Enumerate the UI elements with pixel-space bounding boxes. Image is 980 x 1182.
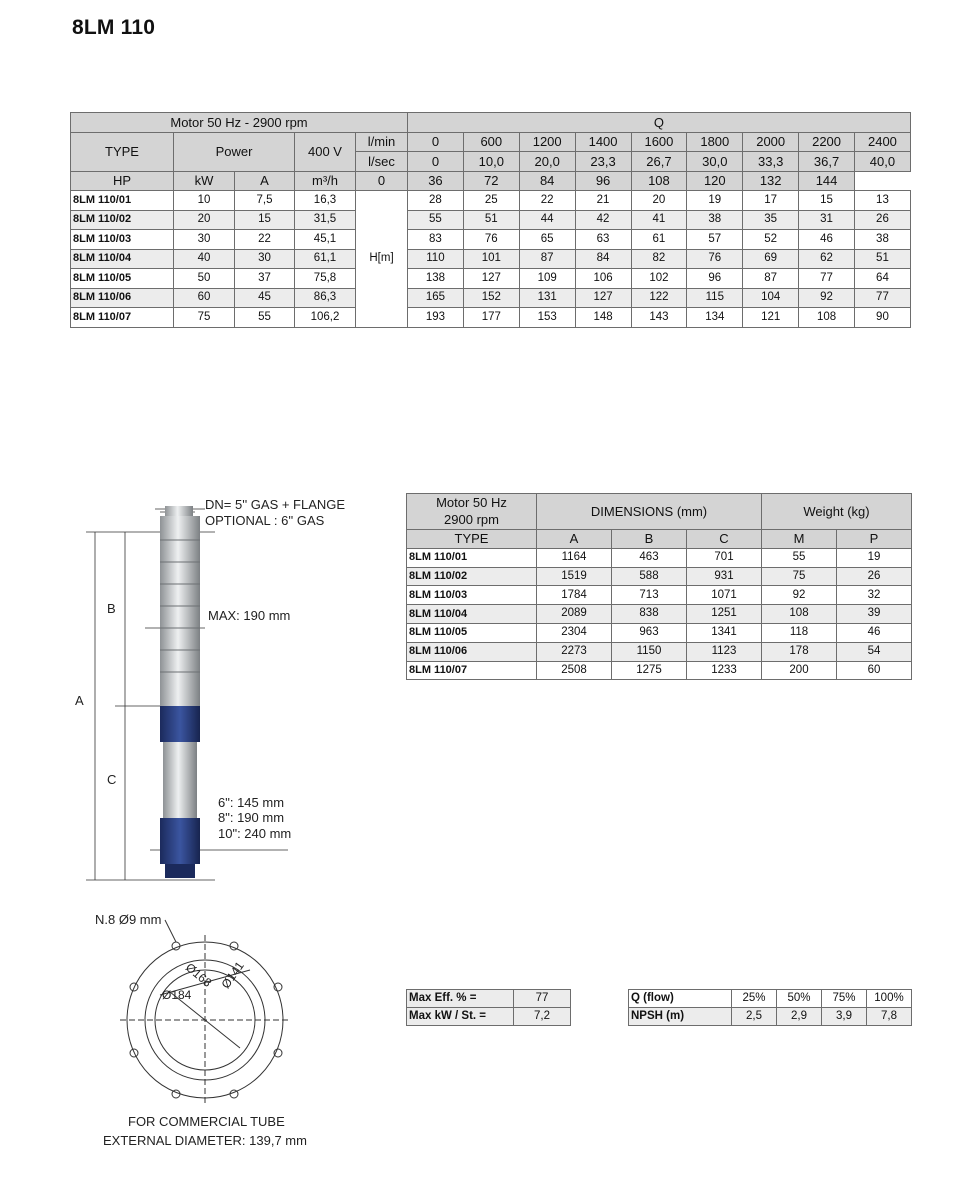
npsh-label: NPSH (m) (629, 1008, 732, 1026)
dim-p-cell: 54 (837, 642, 912, 661)
npsh-value: 2,5 (732, 1008, 777, 1026)
dim-c-cell: 1233 (687, 661, 762, 680)
hp-cell: 30 (174, 230, 235, 250)
head-cell: 153 (519, 308, 575, 328)
tube-caption-1: FOR COMMERCIAL TUBE (128, 1114, 285, 1129)
head-cell: 127 (575, 288, 631, 308)
kw-cell: 37 (235, 269, 295, 289)
dim-col-c: C (687, 530, 762, 549)
flow-lsec: 10,0 (463, 152, 519, 172)
head-cell: 69 (743, 249, 799, 269)
flow-lsec: 0 (408, 152, 464, 172)
kw-cell: 45 (235, 288, 295, 308)
head-cell: 102 (631, 269, 687, 289)
table-row (407, 623, 912, 642)
head-cell: 152 (463, 288, 519, 308)
dim-b-cell: 463 (612, 548, 687, 567)
head-cell: 44 (519, 210, 575, 230)
flow-lmin: 1800 (687, 132, 743, 152)
q-flow-value: 25% (732, 990, 777, 1008)
head-unit-cell: H[m] (356, 191, 408, 328)
dim-b-cell: 588 (612, 567, 687, 586)
head-cell: 35 (743, 210, 799, 230)
performance-rows (71, 191, 911, 328)
head-cell: 55 (408, 210, 464, 230)
dim-a-cell: 1164 (537, 548, 612, 567)
head-cell: 76 (463, 230, 519, 250)
dim-m-cell: 55 (762, 548, 837, 567)
dia-141-label: Ø141 (218, 958, 247, 992)
head-cell: 38 (855, 230, 911, 250)
head-cell: 127 (463, 269, 519, 289)
table-row (71, 269, 911, 289)
head-cell: 28 (408, 191, 464, 211)
head-cell: 87 (519, 249, 575, 269)
dim-weight-header: Weight (kg) (762, 494, 912, 530)
dimensions-rows (407, 548, 912, 680)
dim-m-cell: 75 (762, 567, 837, 586)
dn-label: DN= 5'' GAS + FLANGE (205, 497, 346, 512)
unit-m3h: m³/h (295, 171, 356, 191)
head-cell: 106 (575, 269, 631, 289)
head-cell: 82 (631, 249, 687, 269)
head-cell: 38 (687, 210, 743, 230)
hp-cell: 20 (174, 210, 235, 230)
head-cell: 25 (463, 191, 519, 211)
flow-lmin: 0 (408, 132, 464, 152)
q-flow-value: 75% (822, 990, 867, 1008)
flow-lmin: 1600 (631, 132, 687, 152)
head-cell: 92 (799, 288, 855, 308)
amp-cell: 16,3 (295, 191, 356, 211)
label-b: B (107, 601, 116, 616)
dim-m-cell: 118 (762, 623, 837, 642)
q-flow-value: 50% (777, 990, 822, 1008)
kw-header: kW (174, 171, 235, 191)
flow-m3h: 132 (743, 171, 799, 191)
dim-p-cell: 32 (837, 586, 912, 605)
table-row (407, 548, 912, 567)
flow-lmin: 1200 (519, 132, 575, 152)
dim-c-cell: 701 (687, 548, 762, 567)
head-cell: 143 (631, 308, 687, 328)
type-cell: 8LM 110/06 (407, 642, 537, 661)
dim-c-cell: 1251 (687, 605, 762, 624)
head-cell: 131 (519, 288, 575, 308)
max-kw-value: 7,2 (514, 1008, 571, 1026)
head-cell: 63 (575, 230, 631, 250)
head-cell: 52 (743, 230, 799, 250)
dim-p-cell: 39 (837, 605, 912, 624)
npsh-value: 2,9 (777, 1008, 822, 1026)
type-cell: 8LM 110/05 (71, 269, 174, 289)
performance-table (70, 112, 911, 328)
head-cell: 20 (631, 191, 687, 211)
head-cell: 138 (408, 269, 464, 289)
table-row (71, 308, 911, 328)
motor-size-10: 10": 240 mm (218, 826, 292, 841)
type-cell: 8LM 110/06 (71, 288, 174, 308)
head-cell: 31 (799, 210, 855, 230)
max-eff-value: 77 (514, 990, 571, 1008)
pump-body (160, 506, 200, 878)
dim-c-cell: 1341 (687, 623, 762, 642)
head-cell: 115 (687, 288, 743, 308)
dim-c-cell: 931 (687, 567, 762, 586)
head-cell: 17 (743, 191, 799, 211)
flange-plan (120, 920, 290, 1105)
amp-cell: 106,2 (295, 308, 356, 328)
type-cell: 8LM 110/01 (71, 191, 174, 211)
type-cell: 8LM 110/05 (407, 623, 537, 642)
head-cell: 42 (575, 210, 631, 230)
dim-a-cell: 2273 (537, 642, 612, 661)
head-cell: 96 (687, 269, 743, 289)
table-row (71, 230, 911, 250)
dim-m-cell: 92 (762, 586, 837, 605)
head-cell: 15 (799, 191, 855, 211)
motor-header: Motor 50 Hz - 2900 rpm (71, 113, 408, 133)
kw-cell: 7,5 (235, 191, 295, 211)
type-header: TYPE (71, 132, 174, 171)
dim-p-cell: 26 (837, 567, 912, 586)
head-cell: 101 (463, 249, 519, 269)
table-row (407, 586, 912, 605)
head-cell: 104 (743, 288, 799, 308)
unit-lmin: l/min (356, 132, 408, 152)
amp-cell: 61,1 (295, 249, 356, 269)
head-cell: 76 (687, 249, 743, 269)
dim-b-cell: 1150 (612, 642, 687, 661)
dia-168-label: Ø168 (182, 960, 215, 990)
type-cell: 8LM 110/01 (407, 548, 537, 567)
head-cell: 109 (519, 269, 575, 289)
head-cell: 83 (408, 230, 464, 250)
head-cell: 22 (519, 191, 575, 211)
dim-a-cell: 2304 (537, 623, 612, 642)
amp-cell: 31,5 (295, 210, 356, 230)
flow-lsec: 33,3 (743, 152, 799, 172)
head-cell: 51 (463, 210, 519, 230)
motor-size-8: 8": 190 mm (218, 810, 285, 825)
head-cell: 21 (575, 191, 631, 211)
flow-m3h: 72 (463, 171, 519, 191)
dim-col-m: M (762, 530, 837, 549)
amp-cell: 45,1 (295, 230, 356, 250)
dim-col-type: TYPE (407, 530, 537, 549)
head-cell: 177 (463, 308, 519, 328)
table-row (407, 567, 912, 586)
amp-cell: 75,8 (295, 269, 356, 289)
dim-b-cell: 713 (612, 586, 687, 605)
tube-caption-2: EXTERNAL DIAMETER: 139,7 mm (103, 1133, 307, 1148)
head-cell: 64 (855, 269, 911, 289)
kw-cell: 30 (235, 249, 295, 269)
dim-b-cell: 838 (612, 605, 687, 624)
dim-c-cell: 1123 (687, 642, 762, 661)
flow-lmin: 2400 (855, 132, 911, 152)
type-cell: 8LM 110/02 (71, 210, 174, 230)
head-cell: 110 (408, 249, 464, 269)
flow-m3h: 36 (408, 171, 464, 191)
max-kw-label: Max kW / St. = (407, 1008, 514, 1026)
amp-cell: 86,3 (295, 288, 356, 308)
hp-header: HP (71, 171, 174, 191)
flow-lsec: 40,0 (855, 152, 911, 172)
head-cell: 51 (855, 249, 911, 269)
dim-a-cell: 1519 (537, 567, 612, 586)
table-row (407, 642, 912, 661)
voltage-header: 400 V (295, 132, 356, 171)
npsh-table (628, 989, 912, 1026)
dim-p-cell: 19 (837, 548, 912, 567)
head-cell: 87 (743, 269, 799, 289)
label-c: C (107, 772, 117, 787)
dia-184-label: Ø184 (162, 988, 192, 1002)
q-flow-label: Q (flow) (629, 990, 732, 1008)
unit-lsec: l/sec (356, 152, 408, 172)
head-cell: 13 (855, 191, 911, 211)
type-cell: 8LM 110/03 (71, 230, 174, 250)
head-cell: 165 (408, 288, 464, 308)
table-row (71, 288, 911, 308)
dim-m-cell: 200 (762, 661, 837, 680)
head-cell: 108 (799, 308, 855, 328)
pump-drawing (0, 480, 400, 1160)
flow-m3h: 0 (356, 171, 408, 191)
head-cell: 77 (855, 288, 911, 308)
head-cell: 84 (575, 249, 631, 269)
type-cell: 8LM 110/07 (71, 308, 174, 328)
flow-lsec: 30,0 (687, 152, 743, 172)
dim-col-b: B (612, 530, 687, 549)
dim-m-cell: 178 (762, 642, 837, 661)
dim-col-a: A (537, 530, 612, 549)
flow-lmin: 2200 (799, 132, 855, 152)
motor-size-6: 6": 145 mm (218, 795, 285, 810)
table-row (71, 191, 911, 211)
type-cell: 8LM 110/04 (407, 605, 537, 624)
flow-m3h: 108 (631, 171, 687, 191)
kw-cell: 22 (235, 230, 295, 250)
flow-m3h: 120 (687, 171, 743, 191)
page-title: 8LM 110 (72, 16, 156, 39)
dim-m-cell: 108 (762, 605, 837, 624)
flow-lmin: 600 (463, 132, 519, 152)
dim-b-cell: 963 (612, 623, 687, 642)
label-a: A (75, 693, 84, 708)
head-cell: 148 (575, 308, 631, 328)
hp-cell: 75 (174, 308, 235, 328)
head-cell: 62 (799, 249, 855, 269)
hp-cell: 50 (174, 269, 235, 289)
head-cell: 41 (631, 210, 687, 230)
type-cell: 8LM 110/02 (407, 567, 537, 586)
q-flow-value: 100% (867, 990, 912, 1008)
dim-a-cell: 2089 (537, 605, 612, 624)
type-cell: 8LM 110/07 (407, 661, 537, 680)
dim-p-cell: 60 (837, 661, 912, 680)
dim-p-cell: 46 (837, 623, 912, 642)
table-row (71, 210, 911, 230)
power-header: Power (174, 132, 295, 171)
flow-m3h: 96 (575, 171, 631, 191)
head-cell: 134 (687, 308, 743, 328)
hp-cell: 10 (174, 191, 235, 211)
flow-m3h: 84 (519, 171, 575, 191)
head-cell: 77 (799, 269, 855, 289)
head-cell: 193 (408, 308, 464, 328)
head-cell: 57 (687, 230, 743, 250)
hp-cell: 60 (174, 288, 235, 308)
dim-a-cell: 2508 (537, 661, 612, 680)
max-diameter-label: MAX: 190 mm (208, 608, 291, 623)
npsh-value: 3,9 (822, 1008, 867, 1026)
q-header: Q (408, 113, 911, 133)
hp-cell: 40 (174, 249, 235, 269)
type-cell: 8LM 110/03 (407, 586, 537, 605)
head-cell: 61 (631, 230, 687, 250)
flow-lmin: 1400 (575, 132, 631, 152)
head-cell: 122 (631, 288, 687, 308)
type-cell: 8LM 110/04 (71, 249, 174, 269)
table-row (71, 249, 911, 269)
dimensions-table (406, 493, 912, 680)
head-cell: 65 (519, 230, 575, 250)
efficiency-table (406, 989, 571, 1026)
dim-b-cell: 1275 (612, 661, 687, 680)
max-eff-label: Max Eff. % = (407, 990, 514, 1008)
head-cell: 46 (799, 230, 855, 250)
flow-lsec: 23,3 (575, 152, 631, 172)
npsh-value: 7,8 (867, 1008, 912, 1026)
flow-lsec: 36,7 (799, 152, 855, 172)
kw-cell: 55 (235, 308, 295, 328)
kw-cell: 15 (235, 210, 295, 230)
dim-a-cell: 1784 (537, 586, 612, 605)
flow-lsec: 26,7 (631, 152, 687, 172)
table-row (407, 605, 912, 624)
head-cell: 26 (855, 210, 911, 230)
flow-lmin: 2000 (743, 132, 799, 152)
table-row (407, 661, 912, 680)
head-cell: 121 (743, 308, 799, 328)
dim-motor-header: Motor 50 Hz 2900 rpm (407, 494, 537, 530)
optional-gas-label: OPTIONAL : 6'' GAS (205, 513, 325, 528)
holes-label: N.8 Ø9 mm (95, 912, 162, 927)
flow-lsec: 20,0 (519, 152, 575, 172)
flow-m3h: 144 (799, 171, 855, 191)
dim-col-p: P (837, 530, 912, 549)
head-cell: 19 (687, 191, 743, 211)
a-header: A (235, 171, 295, 191)
dim-c-cell: 1071 (687, 586, 762, 605)
dim-dimensions-header: DIMENSIONS (mm) (537, 494, 762, 530)
head-cell: 90 (855, 308, 911, 328)
